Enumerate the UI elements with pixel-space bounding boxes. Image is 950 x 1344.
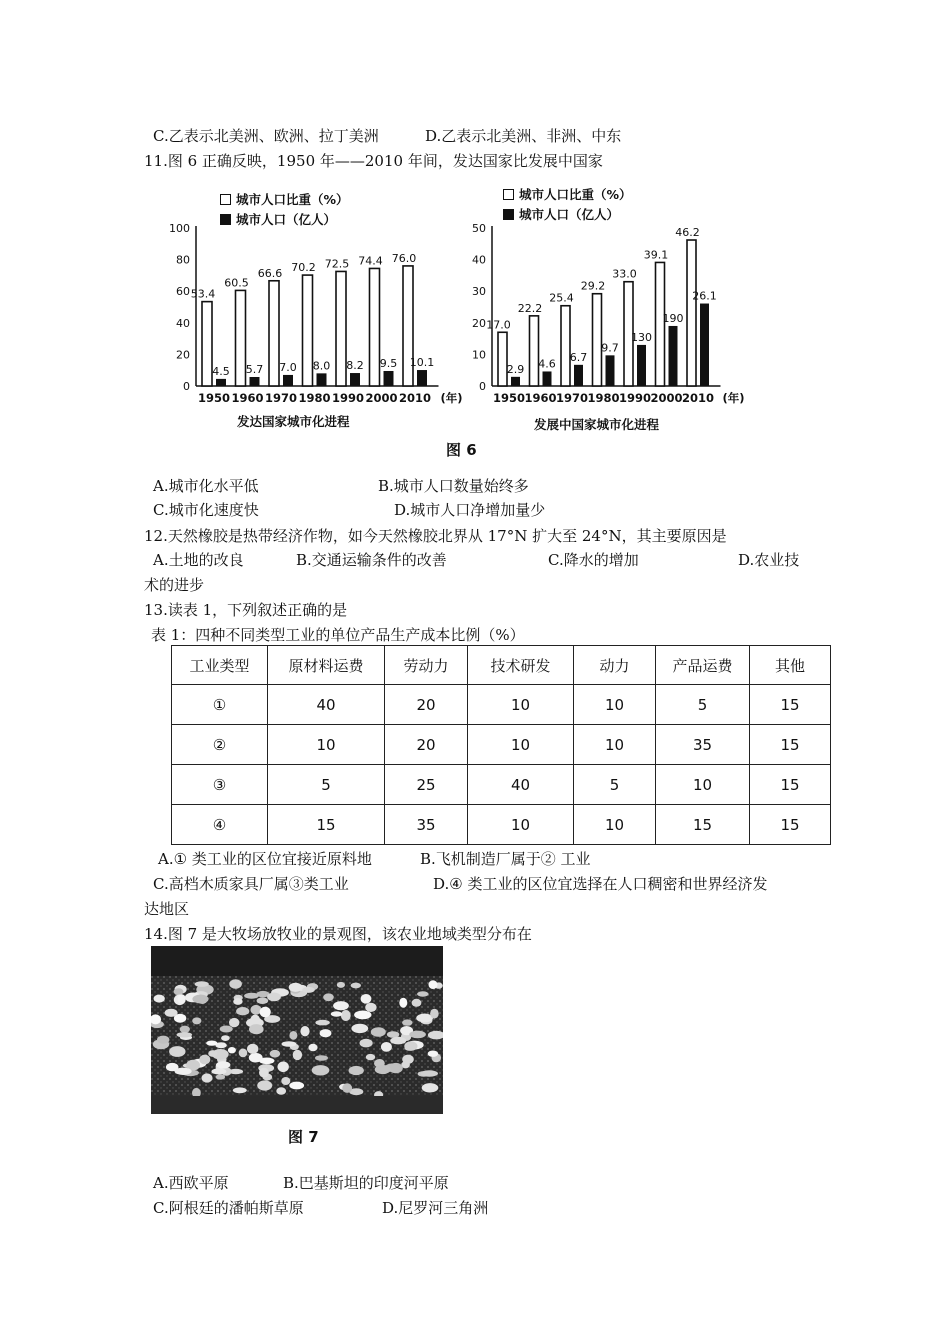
- table-header-cell: 技术研发: [468, 646, 574, 685]
- table-row: [172, 725, 831, 765]
- y-tick-label: 0: [479, 380, 486, 393]
- table-header-cell: 工业类型: [172, 646, 268, 685]
- sheep-shape: [195, 981, 209, 987]
- bar-population: [543, 371, 552, 386]
- sheep-shape: [375, 1065, 391, 1074]
- bar-ratio: [370, 268, 380, 386]
- y-tick-label: 80: [176, 253, 190, 267]
- sheep-shape: [281, 1077, 290, 1085]
- sheep-shape: [361, 994, 372, 1004]
- sheep-shape: [206, 1041, 217, 1046]
- sheep-shape: [366, 1054, 375, 1060]
- chart-title-developed: 发达国家城市化进程: [237, 414, 350, 429]
- y-tick-label: 10: [472, 348, 486, 362]
- table-cell: 10: [468, 805, 574, 845]
- legend-ratio-left: [220, 190, 349, 208]
- bar-ratio-label: 66.6: [257, 266, 283, 280]
- q12-stem: 12.天然橡胶是热带经济作物，如今天然橡胶北界从 17°N 扩大至 24°N，其主要原因是: [144, 527, 727, 545]
- bar-ratio: [561, 306, 570, 386]
- bar-population-label: 7.0: [279, 360, 297, 374]
- table-cell: 10: [468, 725, 574, 765]
- y-tick-label: 60: [176, 285, 190, 299]
- table-header-cell: 劳动力: [385, 646, 468, 685]
- x-tick-label: 1980: [587, 391, 620, 405]
- sheep-shape: [220, 1026, 233, 1033]
- table-cell: 5: [574, 765, 656, 805]
- sheep-shape: [429, 980, 438, 989]
- q13-option-d-wrap: 达地区: [144, 900, 190, 918]
- bar-ratio-label: 25.4: [549, 291, 574, 305]
- sheep-shape: [404, 1041, 417, 1051]
- q14-option-c: C.阿根廷的潘帕斯草原: [153, 1199, 304, 1217]
- table-cell: 10: [468, 685, 574, 725]
- sheep-shape: [342, 1083, 352, 1093]
- sheep-shape: [249, 1024, 264, 1034]
- q12-option-d: D.农业技: [738, 551, 800, 569]
- sheep-shape: [244, 993, 259, 999]
- sheep-shape: [202, 1073, 213, 1082]
- table-cell: 10: [574, 725, 656, 765]
- sheep-shape: [228, 1047, 236, 1053]
- sheep-shape: [249, 1053, 263, 1063]
- table-cell: 5: [656, 685, 750, 725]
- legend-ratio-right: [503, 185, 632, 203]
- q12-option-d-wrap: 术的进步: [144, 576, 205, 594]
- sheep-shape: [315, 1020, 329, 1026]
- sheep-shape: [351, 983, 361, 989]
- bar-population-label: 130: [631, 330, 652, 344]
- q12-option-a: A.土地的改良: [153, 551, 244, 569]
- sheep-shape: [239, 1049, 248, 1058]
- sheep-shape: [247, 1044, 258, 1054]
- table-cell: 5: [268, 765, 385, 805]
- sheep-shape: [351, 1024, 368, 1033]
- table-cell: 20: [385, 725, 468, 765]
- q14-option-d: D.尼罗河三角洲: [382, 1199, 489, 1217]
- bar-population: [384, 371, 394, 386]
- sheep-shape: [257, 997, 269, 1004]
- q14-option-b: B.巴基斯坦的印度河平原: [283, 1174, 449, 1192]
- bar-population-label: 5.7: [245, 362, 264, 376]
- sheep-shape: [282, 1041, 297, 1047]
- table-row: [172, 765, 831, 805]
- bar-ratio: [303, 275, 313, 386]
- table-cell: ④: [172, 805, 268, 845]
- sheep-shape: [259, 1068, 269, 1078]
- sheep-shape: [302, 987, 315, 993]
- bar-ratio-label: 39.1: [643, 248, 669, 262]
- sheep-shape: [154, 995, 165, 1003]
- sheep-shape: [208, 1050, 217, 1057]
- bar-ratio-label: 46.2: [675, 226, 700, 240]
- bar-population-label: 9.5: [379, 356, 398, 370]
- sheep-shape: [267, 993, 281, 1002]
- table-cell: 10: [574, 685, 656, 725]
- sheep-shape: [229, 1018, 239, 1027]
- q12-option-b: B.交通运输条件的改善: [296, 551, 447, 569]
- bar-population-label: 2.9: [506, 362, 525, 376]
- y-tick-label: 20: [176, 348, 190, 362]
- bar-ratio-label: 74.4: [358, 254, 383, 268]
- q13-option-a: A.① 类工业的区位宜接近原料地: [158, 850, 372, 868]
- bar-population: [669, 326, 678, 386]
- sheep-shape: [278, 1062, 289, 1073]
- x-tick-label: 2000: [365, 391, 398, 405]
- sheep-shape: [402, 1019, 412, 1025]
- bar-population: [216, 379, 226, 386]
- sheep-shape: [371, 1027, 386, 1037]
- y-tick-label: 0: [183, 380, 190, 393]
- table-cell: 15: [750, 805, 831, 845]
- table-cell: 40: [468, 765, 574, 805]
- table-1-title: 表 1：四种不同类型工业的单位产品生产成本比例（%）: [151, 626, 525, 644]
- bar-population-label: 190: [662, 311, 684, 325]
- sheep-shape: [417, 991, 429, 996]
- x-tick-label: 2000: [650, 391, 683, 405]
- bar-population-label: 9.7: [601, 341, 619, 355]
- bar-population-label: 8.2: [346, 359, 364, 373]
- table-header-cell: 其他: [750, 646, 831, 685]
- sheep-shape: [387, 1031, 399, 1038]
- legend-ratio-label: 城市人口比重（%）: [236, 192, 349, 207]
- table-cell: 20: [385, 685, 468, 725]
- sheep-shape: [192, 1017, 201, 1024]
- table-row: [172, 685, 831, 725]
- bar-population: [637, 345, 646, 386]
- bar-population: [606, 355, 615, 386]
- sheep-shape: [412, 999, 422, 1007]
- bar-population: [511, 377, 520, 386]
- sheep-shape: [421, 1070, 438, 1076]
- x-axis-unit: (年): [440, 391, 463, 405]
- table-cell: 35: [656, 725, 750, 765]
- bar-ratio: [687, 240, 696, 386]
- ranch-photo: [151, 946, 443, 1114]
- sheep-shape: [333, 1001, 349, 1010]
- legend-hollow-swatch: [503, 189, 514, 200]
- y-tick-label: 30: [472, 285, 486, 299]
- table-cell: ③: [172, 765, 268, 805]
- sheep-shape: [199, 1055, 210, 1065]
- y-tick-label: 40: [176, 316, 190, 330]
- x-tick-label: 1960: [231, 391, 264, 405]
- y-tick-label: 40: [472, 253, 486, 267]
- x-tick-label: 2010: [681, 391, 715, 405]
- q14-option-a: A.西欧平原: [153, 1174, 229, 1192]
- q11-option-d: D.城市人口净增加量少: [394, 501, 546, 519]
- y-tick-label: 100: [169, 222, 190, 235]
- sheep-shape: [157, 1036, 169, 1044]
- sheep-shape: [260, 1007, 271, 1018]
- q13-option-c: C.高档木质家具厂属③类工业: [153, 875, 349, 893]
- sheep-shape: [236, 1007, 249, 1015]
- sheep-shape: [409, 1031, 426, 1039]
- bar-ratio-label: 22.2: [517, 301, 543, 315]
- sheep-shape: [331, 1011, 343, 1016]
- sheep-shape: [308, 1044, 317, 1051]
- table-row: [172, 805, 831, 845]
- sheep-shape: [169, 1046, 185, 1057]
- table-cell: 15: [268, 805, 385, 845]
- figure-6-label: 图 6: [446, 441, 477, 459]
- x-tick-label: 1950: [197, 391, 231, 405]
- bar-ratio: [336, 271, 346, 386]
- bar-ratio: [593, 294, 602, 386]
- bar-population-label: 8.0: [312, 359, 331, 373]
- table-cell: 35: [385, 805, 468, 845]
- q14-stem: 14.图 7 是大牧场放牧业的景观图，该农业地域类型分布在: [144, 925, 532, 943]
- developed-countries-chart: [160, 220, 470, 410]
- bar-ratio-label: 53.4: [190, 287, 216, 301]
- sheep-shape: [315, 1055, 328, 1061]
- bar-ratio: [498, 332, 507, 386]
- bar-population: [574, 365, 583, 386]
- q10-option-c: C.乙表示北美洲、欧洲、拉丁美洲: [153, 127, 379, 145]
- bar-population-label: 26.1: [692, 289, 717, 303]
- bar-population-label: 4.5: [212, 364, 230, 378]
- table-cell: 15: [656, 805, 750, 845]
- sheep-shape: [341, 1010, 351, 1021]
- table-cell: 40: [268, 685, 385, 725]
- sheep-shape: [428, 1051, 438, 1057]
- table-header-cell: 原材料运费: [268, 646, 385, 685]
- x-tick-label: 1990: [331, 391, 365, 405]
- x-axis-unit: (年): [722, 391, 745, 405]
- x-tick-label: 1970: [555, 391, 589, 405]
- sheep-shape: [229, 979, 242, 988]
- y-tick-label: 20: [472, 316, 486, 330]
- bar-ratio-label: 33.0: [612, 267, 637, 281]
- sheep-shape: [270, 1050, 281, 1058]
- sheep-shape: [360, 1039, 373, 1048]
- sheep-shape: [422, 1083, 439, 1092]
- bar-population-label: 10.1: [409, 356, 435, 370]
- bar-population: [317, 373, 327, 386]
- q13-stem: 13.读表 1，下列叙述正确的是: [144, 601, 348, 619]
- table-cell: 15: [750, 725, 831, 765]
- x-tick-label: 1990: [618, 391, 652, 405]
- sheep-shape: [289, 1082, 304, 1090]
- bar-ratio-label: 76.0: [391, 251, 417, 265]
- sheep-shape: [399, 998, 407, 1008]
- sheep-shape: [180, 1026, 190, 1033]
- legend-population-label: 城市人口（亿人）: [236, 212, 337, 227]
- legend-population-label: 城市人口（亿人）: [519, 207, 620, 222]
- table-cell: 25: [385, 765, 468, 805]
- developing-countries-chart: [470, 218, 770, 410]
- sheep-shape: [300, 1026, 309, 1036]
- sheep-shape: [178, 994, 186, 1003]
- sheep-shape: [177, 1032, 193, 1037]
- sheep-shape: [320, 1029, 332, 1037]
- legend-hollow-swatch: [220, 194, 231, 205]
- cost-table: [171, 645, 831, 845]
- bar-ratio: [202, 302, 212, 386]
- bar-ratio-label: 72.5: [324, 257, 350, 271]
- q13-option-d: D.④ 类工业的区位宜选择在人口稠密和世界经济发: [433, 875, 768, 893]
- bar-population: [283, 375, 293, 386]
- bar-population-label: 4.6: [538, 357, 556, 371]
- table-header-row: [172, 646, 831, 685]
- q12-option-c: C.降水的增加: [548, 551, 639, 569]
- bar-population: [250, 377, 260, 386]
- x-tick-label: 1970: [264, 391, 298, 405]
- q13-option-b: B.飞机制造厂属于② 工业: [420, 850, 591, 868]
- sheep-shape: [257, 1080, 272, 1090]
- y-tick-label: 50: [472, 222, 486, 235]
- bar-ratio: [269, 281, 279, 386]
- sheep-shape: [349, 1066, 364, 1075]
- q11-option-c: C.城市化速度快: [153, 501, 259, 519]
- q11-option-b: B.城市人口数量始终多: [378, 477, 529, 495]
- bar-population: [350, 373, 360, 386]
- table-cell: 10: [574, 805, 656, 845]
- bar-ratio-label: 60.5: [224, 276, 249, 290]
- bar-population: [417, 370, 427, 386]
- bar-population-label: 6.7: [569, 350, 588, 364]
- sheep-shape: [233, 998, 242, 1005]
- table-cell: ②: [172, 725, 268, 765]
- sheep-shape: [289, 983, 303, 992]
- sheep-shape: [192, 995, 208, 1004]
- q11-stem: 11.图 6 正确反映，1950 年——2010 年间，发达国家比发展中国家: [144, 152, 603, 170]
- legend-ratio-label: 城市人口比重（%）: [519, 187, 632, 202]
- sheep-shape: [289, 1031, 297, 1040]
- sheep-shape: [430, 1009, 439, 1019]
- table-cell: 10: [268, 725, 385, 765]
- bar-ratio-label: 29.2: [580, 279, 606, 293]
- bar-ratio-label: 70.2: [291, 261, 316, 275]
- figure-7-label: 图 7: [288, 1128, 319, 1146]
- bar-ratio-label: 17.0: [486, 318, 511, 332]
- q11-option-a: A.城市化水平低: [153, 477, 259, 495]
- sheep-shape: [221, 1035, 230, 1041]
- sheep-shape: [354, 1011, 371, 1020]
- sheep-shape: [211, 1068, 226, 1074]
- sheep-shape: [312, 1065, 330, 1075]
- table-cell: 10: [656, 765, 750, 805]
- sheep-shape: [174, 988, 184, 995]
- bar-ratio: [236, 290, 246, 386]
- x-tick-label: 1960: [524, 391, 557, 405]
- table-header-cell: 产品运费: [656, 646, 750, 685]
- bar-population: [700, 304, 709, 386]
- sheep-shape: [165, 1009, 178, 1017]
- sheep-shape: [381, 1042, 392, 1052]
- sheep-shape: [175, 1068, 192, 1075]
- sheep-shape: [293, 1050, 302, 1060]
- table-cell: 15: [750, 765, 831, 805]
- sheep-shape: [233, 1087, 247, 1093]
- x-tick-label: 1950: [492, 391, 526, 405]
- table-cell: ①: [172, 685, 268, 725]
- sheep-shape: [337, 982, 345, 988]
- x-tick-label: 1980: [298, 391, 331, 405]
- sheep-shape: [390, 1037, 406, 1045]
- chart-title-developing: 发展中国家城市化进程: [534, 417, 660, 432]
- table-cell: 15: [750, 685, 831, 725]
- sheep-shape: [276, 1087, 286, 1095]
- bar-ratio: [530, 316, 539, 386]
- q10-option-d: D.乙表示北美洲、非洲、中东: [425, 127, 622, 145]
- x-tick-label: 2010: [398, 391, 432, 405]
- table-header-cell: 动力: [574, 646, 656, 685]
- sheep-shape: [402, 1055, 414, 1064]
- sheep-shape: [216, 1061, 230, 1068]
- sheep-shape: [365, 1003, 376, 1012]
- sheep-shape: [323, 993, 334, 1001]
